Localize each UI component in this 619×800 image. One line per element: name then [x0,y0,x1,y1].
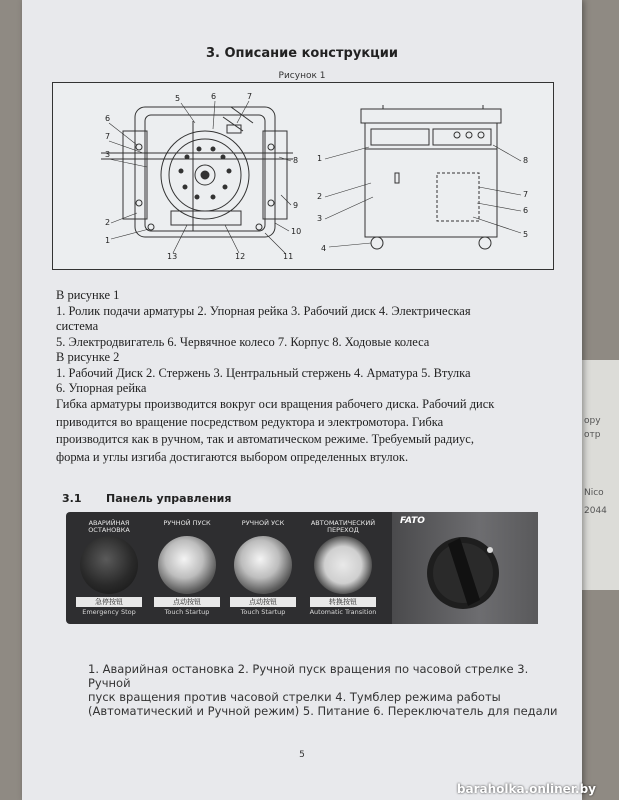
rotary-power-switch-icon [418,528,508,618]
svg-text:13: 13 [167,252,178,261]
document-page [22,0,582,800]
svg-text:5: 5 [175,94,181,103]
svg-text:9: 9 [293,201,299,210]
svg-text:11: 11 [283,252,294,261]
emergency-stop-button: АВАРИЙНАЯ ОСТАНОВКА 急停按钮 Emergency Stop [72,520,146,620]
subsection-title: Панель управления [106,492,232,505]
figure-frame [52,82,554,270]
adjacent-page [578,360,619,590]
subsection-number: 3.1 [62,492,82,505]
svg-text:7: 7 [247,92,253,101]
svg-text:7: 7 [523,190,529,199]
svg-text:10: 10 [291,227,302,236]
caption-line: пуск вращения против часовой стрелки 4. Тумблер режима работы [88,690,501,704]
brand-logo: FATO [400,516,425,526]
legend-line: В рисунке 2 [56,350,120,364]
svg-text:8: 8 [523,156,529,165]
mode-selector-switch: АВТОМАТИЧЕСКИЙ ПЕРЕХОД 转换按钮 Automatic Transition [309,519,377,616]
paragraph-line: производится как в ручном, так и автоматическом режиме. Требуемый радиус, [56,432,474,446]
figure-title: Рисунок 1 [278,71,326,81]
push-button-icon [158,536,216,594]
machine-drawing [53,83,553,269]
emergency-stop-icon [80,536,138,594]
section-heading: 3. Описание конструкции [206,46,398,61]
svg-text:2: 2 [317,192,323,201]
svg-text:3: 3 [317,214,323,223]
svg-text:5: 5 [523,230,529,239]
selector-switch-icon [314,536,372,594]
svg-text:2: 2 [105,218,111,227]
svg-text:1: 1 [105,236,111,245]
manual-start-cw-button: РУЧНОЙ ПУСК 点动按钮 Touch Startup [150,520,224,620]
svg-text:1: 1 [317,154,323,163]
svg-text:8: 8 [293,156,299,165]
subsection-heading [62,492,231,505]
adjacent-page-text: Nico [584,488,604,498]
control-panel-photo [66,512,538,624]
figure-legend [56,288,556,397]
svg-text:12: 12 [235,252,246,261]
page-number: 5 [299,750,305,760]
panel-caption [88,662,558,718]
legend-line: 1. Ролик подачи арматуры 2. Упорная рейка 3. Рабочий диск 4. Электрическая [56,303,471,318]
machine-side-body [365,123,497,237]
paragraph-line: приводится во вращение посредством редуктора и электромотора. Гибка [56,414,444,429]
svg-text:6: 6 [523,206,529,215]
svg-text:6: 6 [211,92,217,101]
adjacent-page-text: 2044 [584,506,607,516]
manual-start-ccw-button: РУЧНОЙ УСК 点动按钮 Touch Startup [226,520,300,620]
machine-side-top [361,109,501,123]
svg-text:6: 6 [105,114,111,123]
paragraph-line: форма и углы изгиба достигаются выбором определенных втулок. [56,449,409,464]
adjacent-page-text: ору [584,416,601,426]
legend-line: 6. Упорная рейка [56,381,147,395]
caption-line: 1. Аварийная остановка 2. Ручной пуск вращения по часовой стрелке 3. Ручной [88,662,529,690]
push-button-icon [234,536,292,594]
watermark: baraholka.onliner.by [456,782,596,796]
adjacent-page-text: отр [584,430,601,440]
legend-line: В рисунке 1 [56,288,120,302]
caption-line: (Автоматический и Ручной режим) 5. Питание 6. Переключатель для педали [88,704,558,718]
svg-text:7: 7 [105,132,111,141]
legend-line: 5. Электродвигатель 6. Червячное колесо 7. Корпус 8. Ходовые колеса [56,334,430,349]
legend-line: система [56,319,99,333]
svg-text:3: 3 [105,150,111,159]
paragraph-line: Гибка арматуры производится вокруг оси вращения рабочего диска. Рабочий диск [56,397,495,411]
svg-text:4: 4 [321,244,327,253]
description-paragraph [56,396,556,466]
legend-line: 1. Рабочий Диск 2. Стержень 3. Центральный стержень 4. Арматура 5. Втулка [56,365,471,380]
